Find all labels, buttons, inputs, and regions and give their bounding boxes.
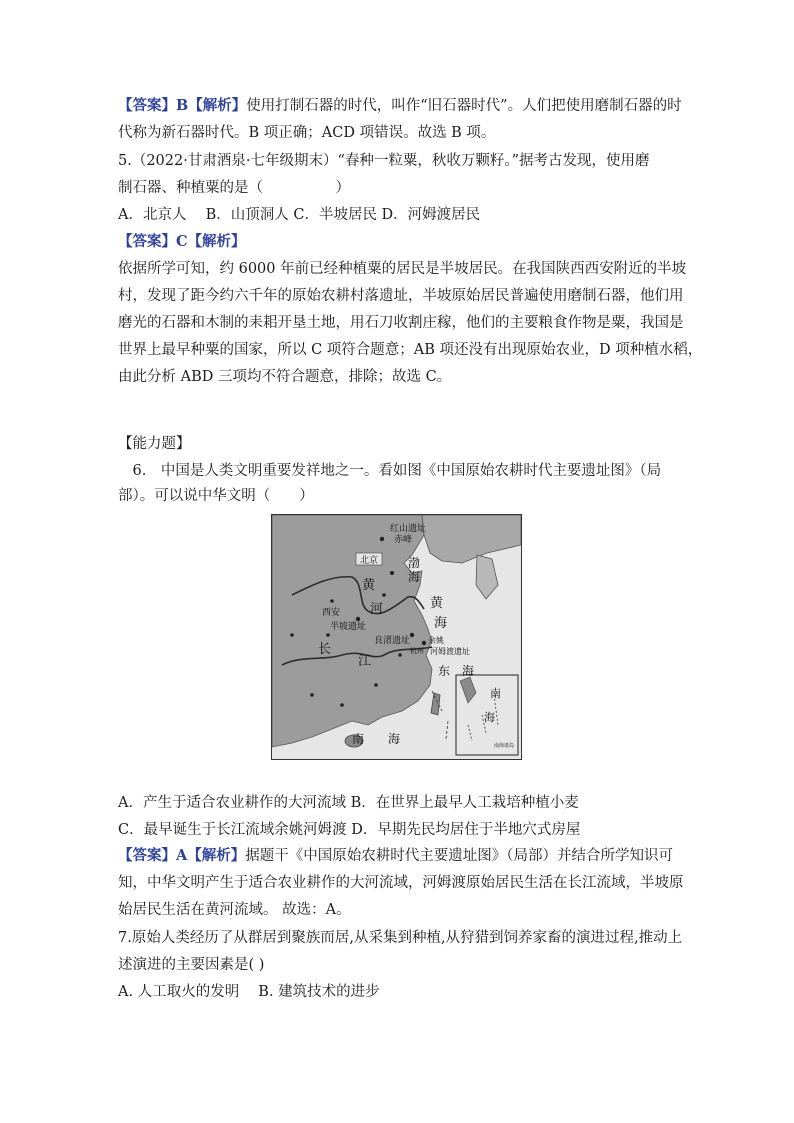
q6-options-cd: C．最早诞生于长江流域余姚河姆渡 D．早期先民均居住于半地穴式房屋	[118, 822, 581, 838]
q6-stem-1: 6. 中国是人类文明重要发祥地之一。看如图《中国原始农耕时代主要遗址图》（局	[118, 463, 662, 479]
q5-explain-4: 世界上最早种粟的国家，所以 C 项符合题意；AB 项还没有出现原始农业，D 项种植水稻，	[118, 342, 703, 358]
map-label-xian: 西安	[322, 608, 341, 618]
map-label-he: 河	[370, 602, 384, 617]
map-label-inset-hai: 海	[484, 711, 495, 724]
q6-options-ab: A．产生于适合农业耕作的大河流域 B．在世界上最早人工栽培种植小麦	[118, 795, 579, 811]
q5-explain-5: 由此分析 ABD 三项均不符合题意，排除；故选 C。	[118, 369, 452, 385]
answer-tag: 【答案】	[118, 233, 176, 250]
answer-letter: A	[176, 847, 188, 864]
map-label-inset-islands: 南海诸岛	[494, 743, 515, 749]
q6-answer-line	[118, 846, 673, 866]
map-label-donghai: 东 海	[438, 664, 475, 678]
map-label-chang: 长	[318, 642, 332, 657]
analysis-tag: 【解析】	[187, 847, 246, 864]
map-label-beijing: 北京	[360, 556, 379, 566]
section-title: 【能力题】	[118, 436, 191, 452]
q5-options: A．北京人 B．山顶洞人 C．半坡居民 D．河姆渡居民	[118, 207, 481, 223]
q7-stem-1: 7.原始人类经历了从群居到聚族而居,从采集到种植,从狩猎到饲养家畜的演进过程,推动上	[118, 930, 683, 946]
map-label-hongshan: 红山遗址	[390, 524, 427, 534]
map-label-hangzhou: 杭州	[410, 647, 424, 655]
q5-answer-line	[118, 232, 246, 252]
map-label-huanghai-2: 海	[434, 616, 448, 631]
q5-stem-1: 5.（2022·甘肃酒泉·七年级期末）“春种一粒粟，秋收万颗籽。”据考古发现，使用磨	[118, 153, 650, 169]
q4-explain-1: 使用打制石器的时代，叫作“旧石器时代”。人们把使用磨制石器的时	[246, 98, 682, 114]
map-label-liangzhu: 良渚遗址	[374, 636, 411, 646]
q5-stem-2: 制石器、种植粟的是（ ）	[118, 180, 350, 196]
q5-explain-3: 磨光的石器和木制的耒耜开垦土地，用石刀收割庄稼，他们的主要粮食作物是粟，我国是	[118, 315, 684, 331]
answer-letter: C	[176, 233, 188, 250]
analysis-tag: 【解析】	[188, 97, 247, 114]
map-label-yuyao: 余姚	[428, 636, 444, 645]
q5-explain-1: 依据所学可知，约 6000 年前已经种植粟的居民是半坡居民。在我国陕西西安附近的半坡	[118, 261, 687, 277]
answer-tag: 【答案】	[118, 847, 176, 864]
map-label-inset-nan: 南	[490, 687, 501, 700]
map-label-jiang: 江	[358, 654, 372, 669]
q4-answer-line-1	[118, 96, 682, 116]
map-label-chifeng: 赤峰	[394, 535, 413, 545]
map-label-nanhai: 南 海	[352, 732, 401, 746]
map-label-banpo: 半坡遗址	[330, 622, 367, 632]
q4-explain-2: 代称为新石器时代。B 项正确；ACD 项错误。故选 B 项。	[118, 125, 496, 141]
map-label-bohai-2: 海	[408, 570, 421, 584]
map-label-hemudu: 河姆渡遗址	[430, 647, 470, 656]
q6-explain-2: 知，中华文明产生于适合农业耕作的大河流域，河姆渡原始居民生活在长江流域，半坡原	[118, 875, 684, 891]
q7-options: A. 人工取火的发明 B. 建筑技术的进步	[118, 984, 380, 1000]
map-label-huanghai-1: 黄	[430, 596, 444, 611]
map-label-bohai-1: 渤	[408, 556, 421, 570]
analysis-tag: 【解析】	[187, 233, 246, 250]
answer-letter: B	[176, 97, 189, 114]
q5-explain-2: 村，发现了距今约六千年的原始农耕村落遗址，半坡原始居民普遍使用磨制石器，他们用	[118, 288, 684, 304]
q6-stem-2: 部）。可以说中华文明（ ）	[118, 488, 314, 504]
china-neolithic-sites-map	[271, 514, 522, 760]
q6-explain-3: 始居民生活在黄河流域。 故选：A。	[118, 902, 351, 918]
map-label-huang: 黄	[362, 578, 376, 593]
answer-tag: 【答案】	[118, 97, 176, 114]
q6-explain-1: 据题干《中国原始农耕时代主要遗址图》（局部）并结合所学知识可	[245, 848, 674, 864]
q7-stem-2: 述演进的主要因素是( )	[118, 957, 265, 973]
